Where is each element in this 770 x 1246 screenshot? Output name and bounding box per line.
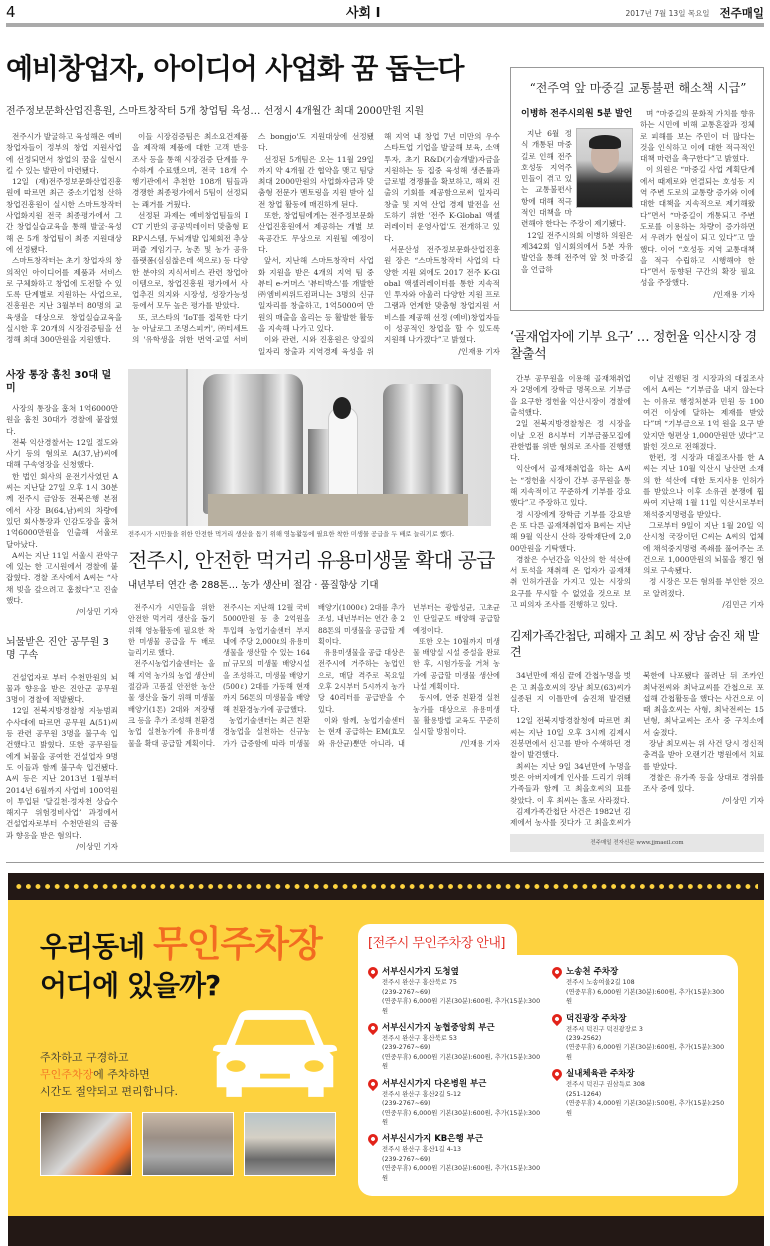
ad-parking-list-box (358, 955, 738, 1196)
paragraph: 12일 전북지방경찰청에 따르면 최씨는 지난 10일 오후 3시께 김제시 진봉면에서 신고를 받아 수색하던 경찰이 발견했다. (510, 716, 631, 760)
parking-lot-detail: 전주시 완산구 홍산1길 4-13 (382, 1146, 462, 1154)
paragraph: 전주시가 시민들을 위한 안전한 먹거리 생산을 돕기 위해 영농활동에 필요한 착한 미생물 공급을 두 배로 늘리기로 했다. (128, 602, 215, 658)
location-pin-icon (366, 1021, 380, 1035)
paragraph: 이와 관련, 시와 진흥원은 양질의 일자리 창출과 지역경제 육성을 위해 지역 내 창업 7년 미만의 우수 스타트업 기업을 발굴해 보육, 소액 투자, 초기 R&D(기술개발)자금을 지원하는 등 집중 육성해 생존률과 글로벌 경쟁률을 확보하고, 해외 진출의 기회를 제공함으로써 일자리 창출 및 지역 산업 경제 발전을 선도하기 위한 '전주 K-Global 액셀러레이터 운영사업'도 전개하고 있다. (258, 132, 500, 356)
paragraph: 사장의 통장을 훔쳐 1억6000만원을 훔친 30대가 경찰에 붙잡혔다. (6, 403, 118, 436)
paragraph: 익산에서 골재채취업을 하는 A씨는 “정헌율 시장이 간부 공무원을 통해 지속적이고 꾸준하게 기부를 강요했다”고 주장하고 있다. (510, 464, 631, 508)
ad-left-lot-list (368, 967, 544, 1190)
byline: /인재용 기자 (460, 738, 500, 748)
location-pin-icon (366, 1077, 380, 1091)
location-pin-icon (550, 1067, 564, 1081)
parking-lot-entry (368, 1134, 544, 1183)
parking-lot-entry (368, 1079, 544, 1128)
bankbook-headline: 사장 통장 훔친 30대 덜미 (6, 369, 112, 394)
paragraph: 지난 6월 정식 개통된 마중길로 인해 전주 호성동 지역주민들이 겪고 있는 교통불편사항에 대해 적극적인 대책을 마련해야 한다는 주장이 제기됐다. (521, 129, 627, 229)
parking-lot-detail: 전주시 완산구 홍산북로 75 (382, 979, 457, 987)
gravel-article-body (510, 373, 764, 610)
lower-left-area (6, 369, 500, 852)
parking-lot-entry (552, 1014, 728, 1063)
paragraph: 장남 최모씨는 위 사건 당시 정신적 충격을 받아 오랜기간 병원에서 치료를 받았다. (643, 739, 764, 771)
byline: /인재용 기자 (713, 289, 755, 299)
ad-copy-line2 (40, 1066, 210, 1083)
ad-right-lot-list (552, 967, 728, 1190)
parking-lot-name: 서부신시가지 KB은행 부근 (382, 1134, 484, 1145)
ad-copy-highlight: 무인주차장 (40, 1068, 94, 1082)
center-column (128, 369, 500, 852)
paragraph: 또한, 창업팀에게는 전주정보문화산업진흥원에서 제공하는 개별 보육공간도 무상으로 지원될 예정이다. (258, 211, 374, 254)
ad-bottom-strip (8, 1216, 764, 1246)
paragraph: 전북 익산경찰서는 12일 절도와 사기 등의 혐의로 A(37,남)씨에 대해 구속영장을 신청했다. (6, 437, 118, 470)
parking-lot-entry (552, 1069, 728, 1118)
section-title: 사회 I (346, 6, 381, 21)
location-pin-icon (366, 965, 380, 979)
microbe-article-body (128, 602, 500, 749)
gravel-headline: ‘골재업자에 기부 요구’ … 정헌율 익산시장 경찰출석 (510, 330, 757, 363)
parking-lot-detail: (연중무휴) 6,000원 기본(30분):600원, 추가(15분):300원 (382, 1165, 541, 1182)
parking-lot-name: 서부신시가지 도청옆 (382, 967, 459, 978)
paragraph: 한 법인 회사의 운전기사였던 A씨는 지난달 27일 오후 1시 30분께 전주시 금암동 전북은행 본점에서 사장 B(64,남)씨의 차량에 있던 회사통장과 인감도장을 훔쳐 1억6000만원을 인출해 서울로 달아났다. (6, 471, 118, 549)
ad-copy-rest: 에 주차하면 (93, 1068, 150, 1082)
microbe-headline: 전주시, 안전한 먹거리 유용미생물 확대 공급 (128, 547, 495, 572)
paragraph: 서문산성 전주정보문화산업진흥원 장은 “스마트창작터 사업의 다양한 지원 외에도 2017 전주 K-Global 액셀러레이터를 통한 지속적인 투자와 아울러 다양한 지원 프로그램과 연계한 맞춤형 창업지원 서비스를 제공해 선정 (예비)창업자들이 성공적인 창업을 할 수 있도록 지원해 나가겠다”고 밝혔다. (384, 244, 500, 345)
ad-left-panel (40, 924, 340, 1196)
right-region (510, 37, 764, 852)
paragraph: 유용미생물을 공급 대상은 전주시에 거주하는 농업인으로, 매달 격주로 목요일 오후 2시부터 5시까지 농가당 40리터를 공급받을 수 있다. (318, 648, 405, 714)
ad-title-black: 우리동네 (40, 930, 145, 964)
paragraph: 이 의원은 “마중길 사업 계획단계에서 때제로와 연결되는 호성동 지역 주변 도로의 교통량 증가와 이에 대한 대책을 지속적으로 제기해왔다”면서 “마중길이 개통되고 주변 도로를 이용하는 차량이 증가하면서 우려가 현실이 되고 있다”고 말했다. 이어 “호성동 지역 교통대책을 적극 수립하고 시행해야 한다”면서 동향된 구간의 확장 필요성을 주장했다. (640, 165, 755, 288)
ad-copy-line1: 주차하고 구경하고 (40, 1051, 129, 1065)
quote-columns (521, 108, 755, 300)
paragraph: 또한 오는 10월까지 미생물 배양실 시설 증설을 완료한 후, 시험가동을 거쳐 농가에 공급할 미생물 생산에 나설 계획이다. (413, 636, 500, 692)
paragraph: 12일 (재)전주정보문화산업진흥원에 따르면 최근 중소기업청 산하 창업진흥원이 실시한 스마트창작터 사업화지원 전국 최종평가에서 그간 창업실습교육을 통해 발굴·육성해 온 5개 창업팀이 최종 지원대상에 선정됐다. (6, 177, 122, 254)
parking-lot-name: 실내체육관 주차장 (566, 1069, 635, 1080)
paragraph: 경찰은 수년간을 익산의 한 석산에서 토석을 채취해 온 업자가 골재채취 인허가권을 가지고 있는 시장의 요구를 무시할 수 없었을 것으로 보고 피의자 조사를 진행하고 있다. (510, 554, 631, 609)
quote-article-box (510, 67, 764, 311)
quote-subheadline: 이병하 전주시의원 5분 발언 (521, 109, 633, 119)
narrow-column (6, 369, 118, 852)
byline: /이상민 기자 (722, 795, 764, 805)
parking-lot-detail: (연중무휴) 6,000원 기본(30분):600원, 추가(15분):300원 (566, 1044, 725, 1061)
paragraph: 이날 진행된 정 시장과의 대질조사에서 A씨는 “기부금을 내지 않는다는 이유로 행정처분과 민원 등 100여건 이상에 달하는 제재를 받았다”며 “기부금으로 1억 원을 요구 받았지만 형편상 1,000만원만 냈다”고 밝힌 것으로 전해졌다. (643, 374, 764, 451)
byline: /이상민 기자 (76, 607, 118, 617)
parking-lot-detail: (연중무휴) 4,000원 기본(30분):500원, 추가(15분):250원 (566, 1100, 725, 1117)
paragraph: 건설업자로 부터 수천만원의 뇌물과 향응을 받은 진안군 공무원 3명이 경찰에 적발됐다. (6, 672, 118, 705)
spy-article-body (510, 670, 764, 828)
ad-title-orange: 무인주차장 (152, 924, 322, 966)
quote-headline: “전주역 앞 마중길 교통불편 해소책 시급” (529, 81, 747, 95)
main-headline: 예비창업자, 아이디어 사업화 꿈 돕는다 (6, 52, 464, 85)
paper-name: 전주매일 (719, 6, 764, 20)
parking-lot-detail: (239-2767~69) (382, 1044, 431, 1052)
e-paper-banner[interactable]: 전주매일 전자신문 www.jjmaeil.com (510, 834, 764, 852)
paragraph: 그로부터 9일이 지난 1월 20일 익산시청 국장이던 C씨는 A씨의 업체에 채석중지명령 족쇄를 풀어주는 조건으로 1,000만원의 뇌물을 챙긴 혐의로 구속됐다. (643, 520, 764, 576)
ad-section (6, 862, 764, 1246)
parking-lot-detail: 전주시 덕진구 덕진광장로 3 (566, 1025, 643, 1033)
spy-headline: 김제가족간첩단, 피해자 고 최모 씨 장남 숨진 채 발견 (510, 629, 759, 660)
header-rule (6, 23, 764, 27)
paragraph: 스마트창작터는 초기 창업자의 창의적인 아이디어를 제품과 서비스로 구체화하고 창업에 도전할 수 있도록 단계별로 지원하는 사업으로, 진흥원은 지난 3월부터 80명의 교육생을 대상으로 창업실습교육을 실시한 후 20개의 시장검증팀을 선정해 최대 300만원을 지원했다. (6, 256, 122, 345)
location-pin-icon (366, 1132, 380, 1146)
paragraph: 이와 함께, 농업기술센터는 현재 공급하는 EM(효모와 유산균)뿐만 아니라, 내년부터는 광합성균, 고초균인 단일균도 배양해 공급할 예정이다. (318, 602, 500, 748)
paragraph: 34년만에 재심 끝에 간첩누명을 벗은 고 최을호씨의 장남 최모(63)씨가 실종된 지 이틀만에 숨진채 발견됐다. (510, 671, 631, 715)
paragraph: 김제가족간첩단 사건은 1982년 김제에서 농사를 짓다가 고 최을호씨가 북한에 나포됐다 풀려난 뒤 조카인 최낙전씨와 최낙교씨를 간첩으로 포섭해 간첩활동을 했다는 사건으로 이 때 최을호씨는 사형, 최낙전씨는 15년형, 최낙교씨는 조사 중 구치소에서 숨졌다. (510, 671, 764, 828)
councilor-photo (576, 128, 633, 208)
parking-lot-detail: 전주시 덕진구 권삼득로 308 (566, 1081, 645, 1089)
photo-caption: 전주시가 시민들을 위한 안전한 먹거리 생산을 돕기 위해 영농활동에 필요한 착한 미생물 공급을 두 배로 늘리기로 했다. (128, 530, 455, 538)
ad-body (8, 900, 764, 1216)
left-region (6, 37, 500, 852)
ad-photo-entrance (142, 1112, 234, 1176)
byline: /이상민 기자 (76, 842, 118, 852)
parking-lot-entry (552, 967, 728, 1006)
paragraph: 동시에, 연중 친환경 실천 농가를 대상으로 유용미생물 활용방법 교육도 꾸준히 실시할 방침이다. (413, 693, 500, 737)
ad-copy (40, 1013, 210, 1100)
paragraph: A씨는 지난 11일 서울시 관악구에 있는 한 고시원에서 경찰에 붙잡혔다. 경찰 조사에서 A씨는 “사채 빚을 갚으려고 훔쳤다”고 진술했다. (6, 550, 118, 605)
parking-lot-name: 노송천 주차장 (566, 967, 619, 978)
main-article-body (6, 131, 500, 357)
ad-top-strip (8, 873, 764, 900)
issue-date: 2017년 7월 13일 목요일 (625, 9, 710, 18)
parking-lot-detail: (239-2562) (566, 1035, 602, 1043)
quote-body-left (521, 128, 633, 275)
microbe-culture-photo (128, 369, 491, 526)
quote-left-column (521, 108, 633, 300)
parking-lot-detail: (239-2767~69) (382, 988, 431, 996)
paragraph: 한편, 정 시장과 대질조사를 한 A씨는 지난 10월 익산시 낭산면 소재의 한 석산에 대한 토지사용 인허가를 받았으나 이후 소유권 분쟁에 휩싸여 지난해 1월 11일 익산시로부터 채석중지명령을 받았다. (643, 453, 764, 519)
ad-box-tab (358, 924, 517, 955)
location-pin-icon (550, 965, 564, 979)
parking-advertisement (8, 873, 764, 1246)
bankbook-article-body (6, 403, 118, 618)
parking-lot-name: 서부신시가지 다온병원 부근 (382, 1078, 487, 1089)
paragraph: 최씨는 지난 9일 34년만에 누명을 벗은 아버지에게 인사를 드리기 위해 가족들과 함께 고 최을호씨의 묘를 찾았다. 이 후 최씨는 홀로 사라졌다. (510, 761, 631, 805)
paragraph: 선정된 5개팀은 오는 11월 29일까지 약 4개월 간 협약을 맺고 팀당 최대 2000만원의 사업화자금과 맞춤형 전문가 멘토링을 지원 받아 실전 창업 활동에 매진하게 된다. (258, 154, 374, 209)
paragraph: 정 시장에게 장학금 기부를 강요받은 또 다른 골재채취업자 B씨는 지난해 9월 익산시 산하 장학재단에 2,000만원을 기탁했다. (510, 509, 631, 553)
paragraph: 농업기술센터는 최근 친환경농업을 실천하는 신규농가가 급증함에 따라 미생물 배양기(1000ℓ) 2대를 추가 조성, 내년부터는 연간 총 288톤의 미생물을 공급할 계획이다. (223, 602, 405, 748)
bribe-headline: 뇌물받은 진안 공무원 3명 구속 (6, 636, 109, 661)
ad-copy-row (40, 1008, 340, 1100)
ad-photo-gate (244, 1112, 336, 1176)
paragraph: 2일 전북지방경찰청은 정 시장을 이날 오전 8시부터 기부금품모집에관한법률 위반 혐의로 조사를 진행했다. (510, 419, 631, 463)
parking-lot-detail: (239-2767~69) (382, 1100, 431, 1108)
paragraph: 12일 전주시의회 이병하 의원은 제342회 임시회의에서 5분 자유발언을 통해 전주역 앞 첫 마중길을 언급하 (521, 230, 633, 274)
microbe-subheadline: 내년부터 연간 총 288톤… 농가 생산비 절감 · 품질향상 기대 (128, 579, 379, 591)
parking-lot-detail: (연중무휴) 6,000원 기본(30분):600원, 추가(15분):300원 (566, 988, 725, 1006)
parking-lot-detail: (연중무휴) 6,000원 기본(30분):600원, 추가(15분):300원 (382, 998, 541, 1015)
paragraph: 앞서, 지난해 스마트창작터 사업화 지원을 받은 4개의 지역 팀 중 뷰티 e-커머스 '뷰티박스'를 개발한 ㈜엠비씨위드컴퍼니는 3명의 신규 일자리를 창출하고, 1억5000여 만원의 매출을 올리는 등 활발한 활동을 지속해 나가고 있다. (258, 256, 374, 334)
paragraph: 이들 시장검증팀은 최소요건제품을 제작해 제품에 대한 고객 반응 조사 등을 통해 시장검증 단계를 우수하게 수료했으며, 전국 18개 수행기관에서 추천한 108개 팀들과 경쟁한 최종평가에서 5팀이 선정되는 쾌거를 거뒀다. (132, 132, 248, 209)
parking-lot-detail: (239-2767~69) (382, 1155, 431, 1163)
byline: /김민근 기자 (722, 599, 764, 609)
paragraph: 선정된 과제는 예비창업팀들의 ICT 기반의 공공빅데이터 맞춤형 ERP시스템, 두뇌개발 입체회전 추상퍼즐 게임기구, 농촌 및 농가 공유 플랫폼(심심찮은데 색으로) 등 다양한 분야의 지식서비스 관련 창업아이템으로, 창업진흥원 평가에서 사업추진 의지와 시장성, 성장가능성 등에서 모두 높은 평가를 받았다. (132, 211, 248, 311)
paragraph: 정 시장은 모든 혐의를 부인한 것으로 알려졌다. (643, 577, 764, 598)
parking-lot-detail: 전주시 완산구 홍산북로 53 (382, 1035, 457, 1043)
paragraph: 간부 공무원을 이용해 골재채취업자 2명에게 장학금 명목으로 기부금을 요구한 정헌율 익산시장이 경찰에 출석했다. (510, 374, 631, 417)
parking-lot-name: 서부신시가지 농협중앙회 부근 (382, 1023, 495, 1034)
paragraph: 며 “마중길의 문화적 가치를 향유하는 시민에 비해 교통혼잡과 정체로 피해를 보는 주민이 더 많다는 것을 인식하고 이에 대한 적극적인 대책 마련을 촉구한다”고 밝혔다. (640, 109, 755, 164)
parking-lot-detail: (연중무휴) 6,000원 기본(30분):600원, 추가(15분):300원 (382, 1053, 541, 1071)
parking-lot-detail: 전주시 노송여울2길 108 (566, 979, 635, 987)
parking-lot-entry (368, 967, 544, 1016)
ad-photos (40, 1112, 340, 1176)
parking-lot-detail: (251-1264) (566, 1090, 602, 1098)
news-area (6, 37, 764, 852)
paragraph: 12일 전북지방경찰청 지능범죄수사대에 따르면 공무원 A(51)씨 등 관련 공무원 3명을 불구속 입건했다고 밝혔다. 또한 공무원들에게 뇌물을 공여한 건설업자 9명도 이들과 함께 불구속 입건됐다. A씨 등은 지난 2013년 1월부터 2014년 6월까지 사업비 100억원이 투입된 ‘달길천·정자천 상습수해지구 위험정비사업’ 과정에서 건설업자로부터 수천만원의 금품과 향응을 받은 혐의다. (6, 706, 118, 840)
parking-lot-name: 덕진광장 주차장 (566, 1013, 627, 1024)
location-pin-icon (550, 1012, 564, 1026)
parking-lot-detail: (연중무휴) 6,000원 기본(30분):600원, 추가(15분):300원 (382, 1109, 541, 1126)
ad-photo-operator (40, 1112, 132, 1176)
bribe-article-body (6, 672, 118, 853)
paragraph: 전주시농업기술센터는 올해 지역 농가의 농업 생산비 절감과 고품질 안전한 농산물 생산을 돕기 위해 미생물 배양기(1톤) 2대와 저장탱크 등을 추가 조성해 친환경농업 실천농가에 유용미생물을 확대 공급할 계획이다. 전주시는 지난해 12월 국비 5000만원 등 총 2억원을 투입해 농업기술센터 부지 내에 주당 2,000ℓ의 유용미생물을 생산할 수 있는 164㎡규모의 미생물 배양시설을 조성하고, 미생물 배양기(500ℓ) 2대를 가동해 현재까지 56톤의 미생물을 배양해 친환경농가에 공급했다. (128, 602, 310, 748)
car-icon (210, 1008, 340, 1100)
paragraph: 또, 코스타의 'IoT를 접목한 다기능 아날로그 조명스피커', ㈜티세트의 '유학생을 위한 번역·교열 서비스 bongjo'도 지원대상에 선정됐다. (132, 132, 374, 345)
ad-copy-line3: 시간도 절약되고 편리합니다. (40, 1085, 179, 1099)
ad-title-line2: 어디에 있을까? (40, 969, 221, 1003)
quote-body-right (640, 108, 755, 300)
ad-right-panel (358, 924, 738, 1196)
parking-lot-entry (368, 1023, 544, 1072)
ad-title-line1 (40, 924, 340, 968)
page-number: 4 (6, 3, 16, 21)
byline: /인재용 기자 (458, 346, 500, 356)
page-header (6, 3, 764, 21)
parking-lot-detail: 전주시 완산구 홍산2길 5-12 (382, 1090, 462, 1098)
ad-box-title: [전주시 무인주차장 안내] (368, 936, 505, 952)
main-subheadline: 전주정보문화산업진흥원, 스마트창작터 5개 창업팀 육성… 선정시 4개월간 최대 2000만원 지원 (6, 106, 425, 117)
paragraph: 경찰은 유가족 등을 상대로 경위를 조사 중에 있다. (643, 772, 764, 794)
paragraph: 전주시가 발굴하고 육성해온 예비창업자들이 정부의 창업 지원사업에 선정되면서 창업의 꿈을 실현시킬 수 있는 발판이 마련됐다. (6, 132, 122, 175)
